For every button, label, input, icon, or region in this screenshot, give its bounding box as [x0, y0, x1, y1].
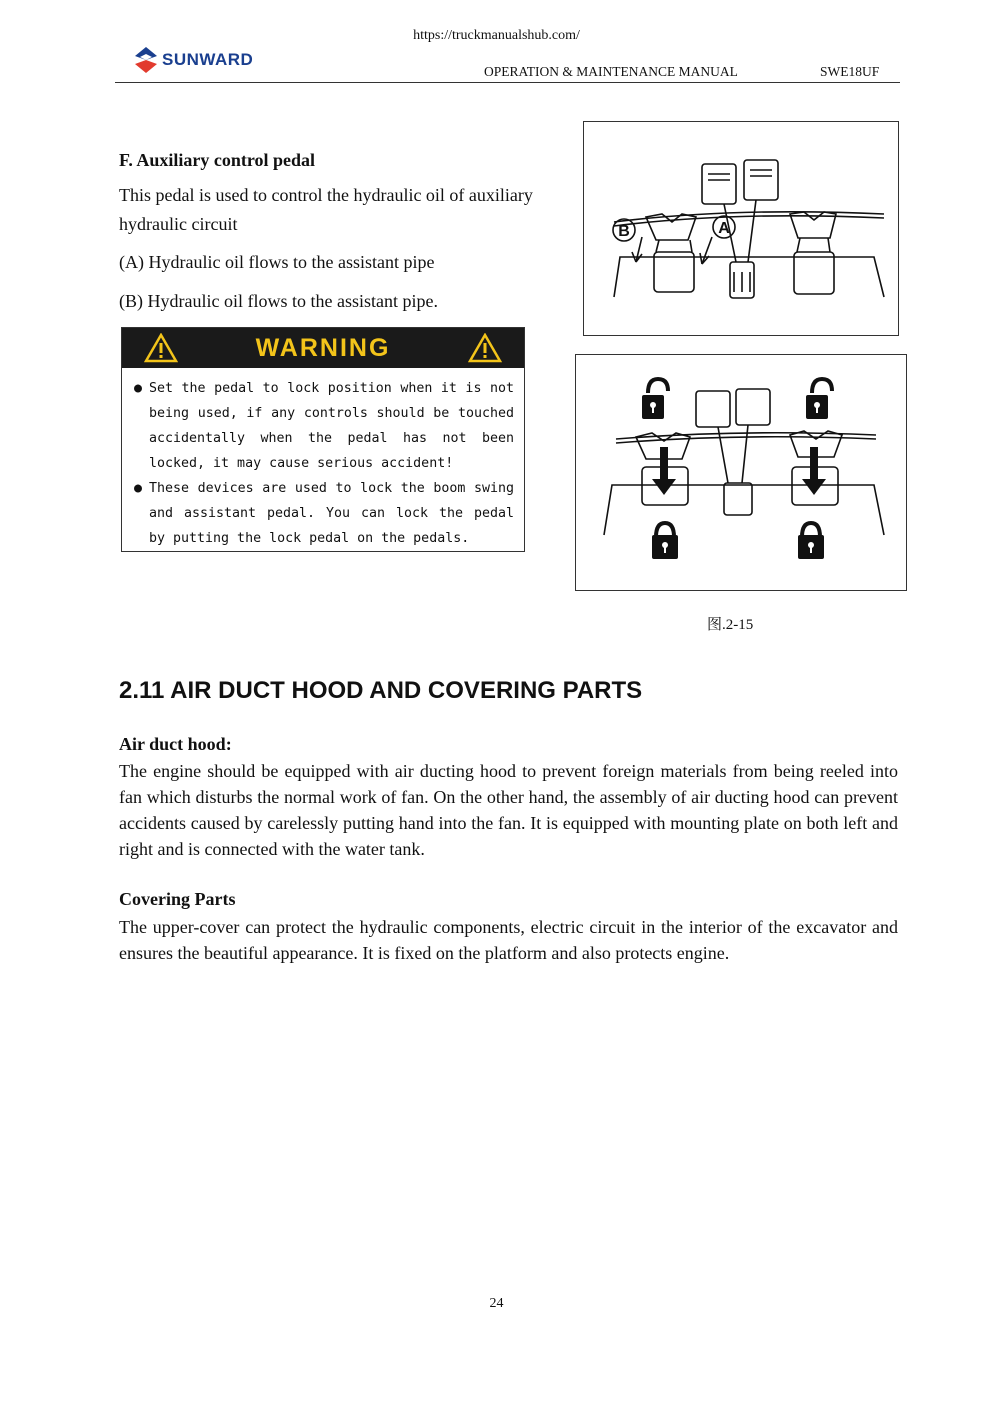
label-b: B — [618, 223, 630, 240]
bullet-icon: ● — [134, 481, 143, 496]
brand-name: SUNWARD — [162, 50, 254, 69]
pedal-illustration — [584, 122, 897, 334]
unlock-icon — [806, 379, 832, 419]
model-number: SWE18UF — [820, 64, 880, 79]
brand-logo — [134, 46, 253, 74]
manual-title: OPERATION & MAINTENANCE MANUAL — [484, 64, 738, 79]
figure-caption: 图.2-15 — [707, 617, 754, 633]
bullet-icon: ● — [134, 381, 143, 396]
lock-icon — [798, 523, 824, 559]
source-url: https://truckmanualshub.com/ — [413, 28, 580, 43]
unlock-icon — [642, 379, 668, 419]
section-f-title: F. Auxiliary control pedal — [119, 150, 316, 170]
figure-auxiliary-pedal — [583, 121, 899, 336]
section-f-item-b: (B) Hydraulic oil flows to the assistant pipe. — [119, 291, 438, 311]
warning-title: WARNING — [255, 333, 391, 362]
sunward-logo-icon — [134, 46, 158, 74]
air-duct-paragraph: The engine should be equipped with air ducting hood to prevent foreign materials from being reeled into fan which disturbs the normal work of fan. On the other hand, the assembly of air ducting hood can prevent accidents caused by carelessly putting hand into the fan. It is equipped with mounting plate on both left and right and is connected with the water tank. — [119, 761, 898, 859]
figure-pedal-lock — [575, 354, 907, 591]
pedal-lock-illustration — [576, 355, 905, 589]
warning-triangle-icon — [144, 333, 178, 363]
warning-box — [121, 327, 525, 552]
header-divider — [115, 82, 900, 83]
covering-paragraph: The upper-cover can protect the hydraulic components, electric circuit in the interior of the excavator and ensures the beautiful appearance. It is fixed on the platform and also protects engine. — [119, 917, 898, 963]
section-f-item-a: (A) Hydraulic oil flows to the assistant pipe — [119, 252, 435, 272]
warning-bullet — [134, 376, 514, 476]
warning-triangle-icon — [468, 333, 502, 363]
page-number: 24 — [489, 1296, 504, 1311]
warning-bullet-text: These devices are used to lock the boom swing and assistant pedal. You can lock the pedal by putting the lock pedal on the pedals. — [149, 481, 514, 546]
covering-title: Covering Parts — [119, 889, 236, 909]
warning-header-bar — [122, 328, 524, 368]
section-f-line2: hydraulic circuit — [119, 214, 238, 234]
warning-bullet — [134, 476, 514, 551]
label-a: A — [718, 220, 730, 237]
section-heading: 2.11 AIR DUCT HOOD AND COVERING PARTS — [119, 677, 643, 704]
lock-icon — [652, 523, 678, 559]
warning-bullet-text: Set the pedal to lock position when it is not being used, if any controls should be touched accidentally when the pedal has not been locked, it may cause serious accident! — [149, 381, 514, 471]
air-duct-title: Air duct hood: — [119, 734, 232, 754]
warning-body — [122, 368, 524, 551]
section-f-line1: This pedal is used to control the hydraulic oil of auxiliary — [119, 185, 533, 205]
